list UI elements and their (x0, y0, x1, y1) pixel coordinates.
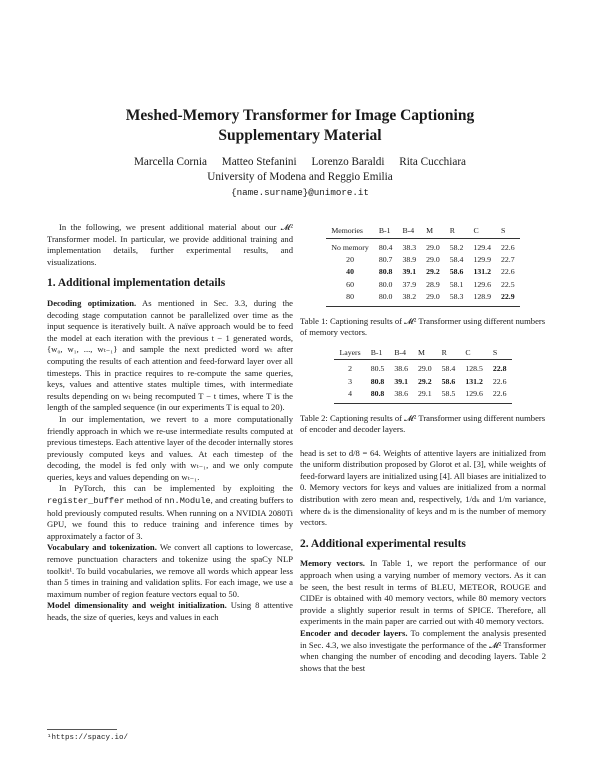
section-heading-2: 2. Additional experimental results (300, 537, 466, 550)
table-header: R (437, 346, 461, 360)
table-header: C (460, 346, 488, 360)
table-header: B-1 (366, 346, 390, 360)
paragraph-implementation: In our implementation, we revert to a more computationally friendly approach in which we re-use intermediate results computed at previous timesteps. Each attentive layer of the decoder internally stores previously computed keys and values. At each timestep of the decoding, the model is fed only with wₜ₋₁, and we only compute queries, keys and values depending on wₜ₋₁. (47, 413, 293, 482)
footnote: ¹https://spacy.io/ (47, 734, 129, 742)
table-2 (334, 346, 511, 404)
run-in-heading: Model dimensionality and weight initialization. (47, 600, 227, 611)
left-column (47, 222, 293, 624)
author-names (0, 155, 600, 170)
table-header: R (445, 224, 469, 238)
paragraph-memory-vectors: Memory vectors. In Table 1, we report the performance of our approach when using a varying number of memory vectors. As it can be seen, the best result in terms of BLEU, METEOR, ROUGE and CIDEr is obtained with 40 memory vectors, while 80 memory vectors provide a slightly superior result in terms of SPICE. Therefore, all experiments in the main paper are carried out with 40 memory vectors. (300, 558, 546, 627)
email: {name.surname}@unimore.it (231, 187, 369, 198)
run-in-heading: Memory vectors. (300, 558, 365, 569)
table-header-row (334, 346, 511, 360)
run-in-heading: Encoder and decoder layers. (300, 627, 408, 638)
intro-paragraph: In the following, we present additional material about our 𝓜² Transformer model. In particular, we provide additional training and implementation details, further experimental results, and visualizations. (47, 222, 293, 267)
table-header: S (488, 346, 512, 360)
inline-code: register_buffer (47, 496, 125, 507)
affiliation: University of Modena and Reggio Emilia (207, 171, 393, 183)
table-header-row (326, 224, 519, 238)
table-row: 60 80.0 37.9 28.9 58.1 129.6 22.5 (346, 279, 515, 289)
paragraph-weights: head is set to d/8 = 64. Weights of attentive layers are initialized from the uniform distribution proposed by Glorot et al. [3], while weights of feed-forward layers are initialized using [4]. All biases are initialized to 0. Memory vectors for keys and values are initialized from a normal distribution with zero mean and, respectively, 1/dₖ and 1/m variance, where dₖ is the dimensionality of keys and m is the number of memory vectors. (300, 447, 546, 528)
table-header: B-4 (397, 224, 421, 238)
paragraph-pytorch: In PyTorch, this can be implemented by exploiting the register_buffer method of nn.Module, and creating buffers to hold previously computed results. When running on a NVIDIA 2080Ti GPU, we found this to reduce training and inference times by approximately a factor of 3. (47, 483, 293, 541)
paper-title: Meshed-Memory Transformer for Image Captioning Supplementary Material (125, 107, 475, 144)
table-row: 80 80.0 38.2 29.0 58.3 128.9 22.9 (326, 291, 519, 306)
table-row: 40 80.8 39.1 29.2 58.6 131.2 22.6 (346, 267, 515, 277)
table-2-caption: Table 2: Captioning results of 𝓜² Transformer using different numbers of encoder and decoder layers. (300, 412, 546, 435)
author-name: Matteo Stefanini (221, 156, 297, 168)
inline-code: nn.Module (164, 496, 211, 507)
table-header: Layers (334, 346, 365, 360)
author-name: Lorenzo Baraldi (311, 156, 385, 168)
author-name: Marcella Cornia (133, 156, 207, 168)
table-row: 3 80.8 39.1 29.2 58.6 131.2 22.6 (348, 376, 507, 386)
table-row: No memory 80.4 38.3 29.0 58.2 129.4 22.6 (331, 242, 515, 252)
section-heading-1: 1. Additional implementation details (47, 277, 226, 290)
author-name: Rita Cucchiara (399, 156, 467, 168)
table-header: Memories (326, 224, 373, 238)
paragraph-decoding: Decoding optimization. As mentioned in Sec. 3.3, during the decoding stage computation cannot be parallelized over time as the input sequence is iteratively built. A naïve approach would be to feed the model at each iteration with the previous t − 1 generated words, {w₀, w₁, ..., wₜ₋₁} and sample the next predicted word wₜ after computing the results of each attention and feed-forward layer over all timesteps. This in practice requires to re-compute the same queries, keys, values and attentive states multiple times, with intermediate results depending on wₜ being recomputed T − t times, where T is the length of the sampled sequence (in our experiments T is equal to 20). (47, 297, 293, 413)
table-1-caption: Table 1: Captioning results of 𝓜² Transformer using different numbers of memory vectors. (300, 315, 546, 338)
table-header: S (496, 224, 520, 238)
table-1 (326, 224, 519, 307)
right-column (300, 224, 546, 674)
table-header: M (413, 346, 437, 360)
table-header: M (421, 224, 445, 238)
table-row: 4 80.8 38.6 29.1 58.5 129.6 22.6 (334, 388, 511, 403)
author-block (0, 155, 600, 200)
paragraph-layers: Encoder and decoder layers. To complement the analysis presented in Sec. 4.3, we also investigate the performance of the 𝓜² Transformer when changing the number of encoding and decoding layers. Table 2 shows that the best (300, 627, 546, 673)
run-in-heading: Decoding optimization. (47, 297, 137, 308)
table-header: B-4 (389, 346, 413, 360)
paragraph-vocabulary: Vocabulary and tokenization. We convert all captions to lowercase, remove punctuation characters and tokenize using the spaCy NLP toolkit¹. To build vocabularies, we remove all words which appear less than 5 times in training and validation splits. For each image, we use a maximum number of region feature vectors equal to 50. (47, 542, 293, 599)
footnote-rule (47, 729, 117, 730)
run-in-heading: Vocabulary and tokenization. (47, 542, 157, 553)
table-row: 20 80.7 38.9 29.0 58.4 129.9 22.7 (346, 254, 515, 264)
paragraph-model-dim: Model dimensionality and weight initialization. Using 8 attentive heads, the size of queries, keys and values in each (47, 600, 293, 622)
table-header: C (468, 224, 496, 238)
table-header: B-1 (374, 224, 398, 238)
table-row: 2 80.5 38.6 29.0 58.4 128.5 22.8 (348, 364, 507, 374)
